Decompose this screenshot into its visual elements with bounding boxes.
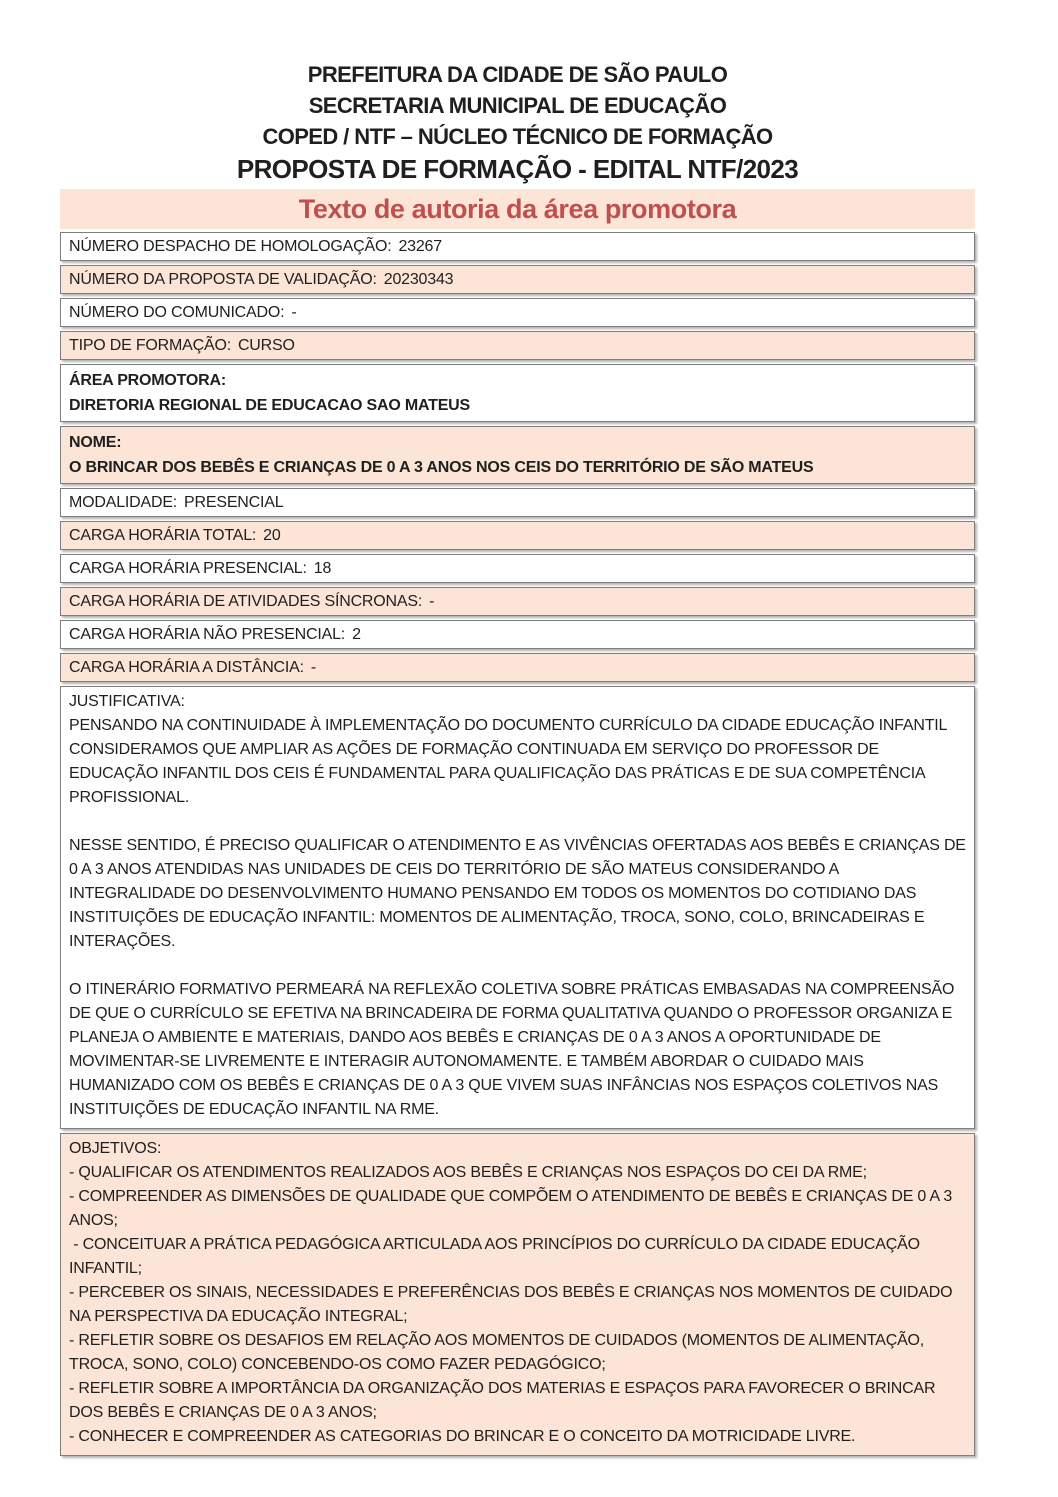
field-label: NÚMERO DA PROPOSTA DE VALIDAÇÃO: [69, 271, 377, 288]
justificativa-paragraph: NESSE SENTIDO, É PRECISO QUALIFICAR O ATENDIMENTO E AS VIVÊNCIAS OFERTADAS AOS BEBÊS E CRIANÇAS DE 0 A 3 ANOS ATENDIDAS NAS UNIDADES DE CEIS DO TERRITÓRIO DE SÃO MATEUS CONSIDERANDO A INTEGRALIDADE DO DESENVOLVIMENTO HUMANO PENSANDO EM TODOS OS MOMENTOS DO COTIDIANO DAS INSTITUIÇÕES DE EDUCAÇÃO INFANTIL: MOMENTOS DE ALIMENTAÇÃO, TROCA, SONO, COLO, BRINCADEIRAS E INTERAÇÕES. [69, 837, 966, 950]
objetivo-item: - REFLETIR SOBRE A IMPORTÂNCIA DA ORGANIZAÇÃO DOS MATERIAS E ESPAÇOS PARA FAVORECER O BRINCAR DOS BEBÊS E CRIANÇAS DE 0 A 3 ANOS; [69, 1380, 940, 1421]
document-header [60, 59, 975, 229]
field-numero-comunicado [60, 298, 975, 327]
field-numero-proposta-validacao [60, 265, 975, 294]
field-carga-horaria-presencial [60, 554, 975, 583]
field-value: CURSO [237, 337, 295, 354]
field-carga-horaria-distancia [60, 653, 975, 682]
field-value: 20230343 [383, 271, 454, 288]
field-value: - [291, 304, 297, 321]
field-carga-horaria-total [60, 521, 975, 550]
objetivo-item: - PERCEBER OS SINAIS, NECESSIDADES E PREFERÊNCIAS DOS BEBÊS E CRIANÇAS NOS MOMENTOS DE CUIDADO NA PERSPECTIVA DA EDUCAÇÃO INTEGRAL; [69, 1284, 957, 1325]
field-label: NÚMERO DESPACHO DE HOMOLOGAÇÃO: [69, 238, 392, 255]
field-label: CARGA HORÁRIA TOTAL: [69, 527, 257, 544]
header-line-coped: COPED / NTF – NÚCLEO TÉCNICO DE FORMAÇÃO [262, 124, 773, 149]
objetivo-item: - CONHECER E COMPREENDER AS CATEGORIAS DO BRINCAR E O CONCEITO DA MOTRICIDADE LIVRE. [69, 1428, 856, 1445]
field-value: O BRINCAR DOS BEBÊS E CRIANÇAS DE 0 A 3 ANOS NOS CEIS DO TERRITÓRIO DE SÃO MATEUS [69, 459, 814, 476]
field-label: ÁREA PROMOTORA: [69, 372, 227, 389]
objetivos-section [60, 1133, 975, 1456]
field-value: DIRETORIA REGIONAL DE EDUCACAO SAO MATEUS [69, 397, 471, 414]
justificativa-paragraph: O ITINERÁRIO FORMATIVO PERMEARÁ NA REFLEXÃO COLETIVA SOBRE PRÁTICAS EMBASADAS NA COMPREENSÃO DE QUE O CURRÍCULO SE EFETIVA NA BRINCADEIRA DE FORMA QUALITATIVA QUANDO O PROFESSOR ORGANIZA E PLANEJA O AMBIENTE E MATERIAIS, DANDO AOS BEBÊS E CRIANÇAS DE 0 A 3 ANOS A OPORTUNIDADE DE MOVIMENTAR-SE LIVREMENTE E INTERAGIR AUTONOMAMENTE. E TAMBÉM ABORDAR O CUIDADO MAIS HUMANIZADO COM OS BEBÊS E CRIANÇAS DE 0 A 3 QUE VIVEM SUAS INFÂNCIAS NOS ESPAÇOS COLETIVOS NAS INSTITUIÇÕES DE EDUCAÇÃO INFANTIL NA RME. [69, 981, 955, 1118]
field-value: 18 [313, 560, 332, 577]
field-value: 20 [263, 527, 281, 544]
field-modalidade [60, 488, 975, 517]
objetivo-item: - QUALIFICAR OS ATENDIMENTOS REALIZADOS AOS BEBÊS E CRIANÇAS NOS ESPAÇOS DO CEI DA RME; [69, 1164, 867, 1181]
field-area-promotora [60, 364, 975, 422]
header-line-prefeitura: PREFEITURA DA CIDADE DE SÃO PAULO [307, 62, 728, 87]
field-label: CARGA HORÁRIA PRESENCIAL: [69, 560, 307, 577]
field-numero-despacho-homologacao [60, 232, 975, 261]
field-value: 2 [352, 626, 361, 643]
field-carga-horaria-nao-presencial [60, 620, 975, 649]
field-label: NÚMERO DO COMUNICADO: [69, 304, 285, 321]
objetivo-item: - COMPREENDER AS DIMENSÕES DE QUALIDADE QUE COMPÕEM O ATENDIMENTO DE BEBÊS E CRIANÇAS DE 0 A 3 ANOS; [69, 1188, 956, 1229]
field-label: CARGA HORÁRIA A DISTÂNCIA: [69, 659, 304, 676]
field-label: CARGA HORÁRIA NÃO PRESENCIAL: [69, 626, 346, 643]
field-label: NOME: [69, 434, 122, 451]
field-value: 23267 [398, 238, 442, 255]
justificativa-paragraph: PENSANDO NA CONTINUIDADE À IMPLEMENTAÇÃO DO DOCUMENTO CURRÍCULO DA CIDADE EDUCAÇÃO INFANTIL CONSIDERAMOS QUE AMPLIAR AS AÇÕES DE FORMAÇÃO CONTINUADA EM SERVIÇO DO PROFESSOR DE EDUCAÇÃO INFANTIL DOS CEIS É FUNDAMENTAL PARA QUALIFICAÇÃO DAS PRÁTICAS E DE SUA COMPETÊNCIA PROFISSIONAL. [69, 717, 947, 806]
field-tipo-formacao [60, 331, 975, 360]
header-line-secretaria: SECRETARIA MUNICIPAL DE EDUCAÇÃO [308, 93, 727, 118]
justificativa-section [60, 686, 975, 1129]
field-nome [60, 426, 975, 484]
objetivo-item: - CONCEITUAR A PRÁTICA PEDAGÓGICA ARTICULADA AOS PRINCÍPIOS DO CURRÍCULO DA CIDADE EDUCAÇÃO INFANTIL; [69, 1236, 925, 1277]
field-label: MODALIDADE: [69, 494, 178, 511]
objetivo-item: - REFLETIR SOBRE OS DESAFIOS EM RELAÇÃO AOS MOMENTOS DE CUIDADOS (MOMENTOS DE ALIMENTAÇÃO, TROCA, SONO, COLO) CONCEBENDO-OS COMO FAZER PEDAGÓGICO; [69, 1332, 929, 1373]
authorship-banner: Texto de autoria da área promotora [60, 189, 975, 229]
objetivos-title: OBJETIVOS: [69, 1140, 162, 1157]
field-value: - [310, 659, 317, 676]
header-line-proposta-title: PROPOSTA DE FORMAÇÃO - EDITAL NTF/2023 [236, 154, 799, 184]
field-carga-horaria-sincronas [60, 587, 975, 616]
field-label: CARGA HORÁRIA DE ATIVIDADES SÍNCRONAS: [69, 593, 423, 610]
field-value: - [429, 593, 435, 610]
justificativa-title: JUSTIFICATIVA: [69, 693, 185, 710]
field-value: PRESENCIAL [184, 494, 284, 511]
field-label: TIPO DE FORMAÇÃO: [69, 337, 231, 354]
